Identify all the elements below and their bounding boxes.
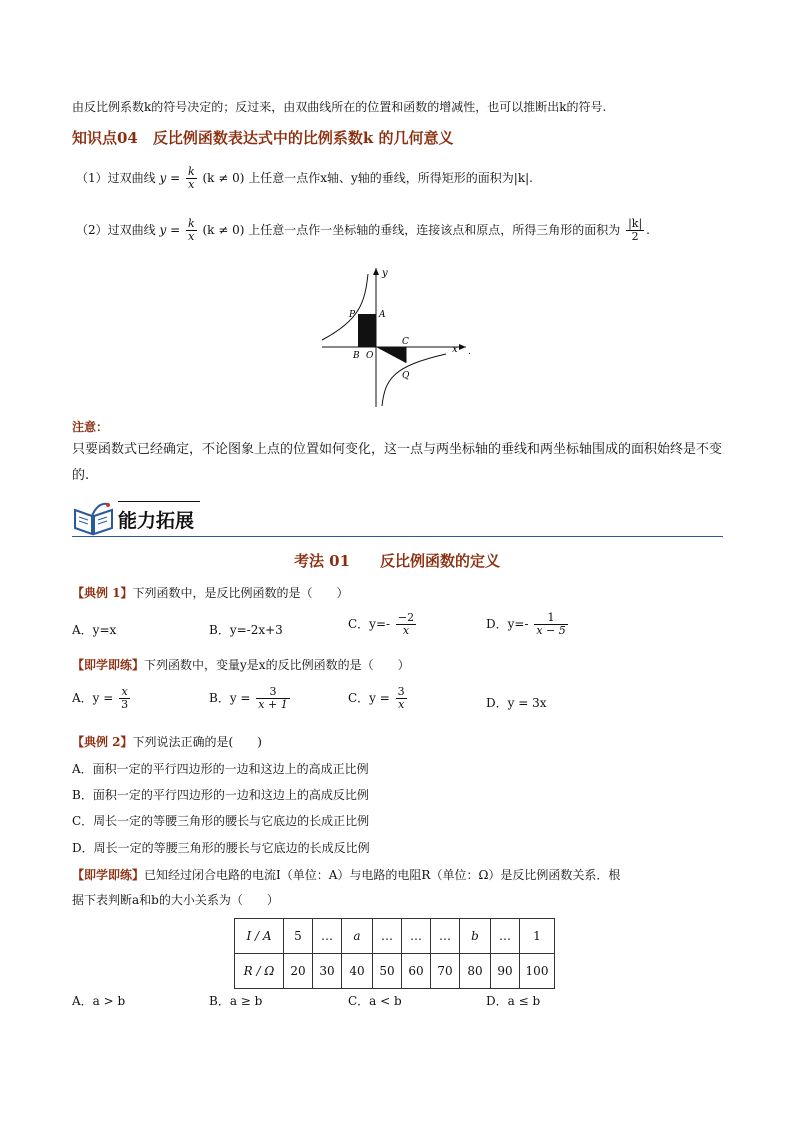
formula-fraction xyxy=(186,166,197,191)
label-Q: Q xyxy=(402,371,410,381)
example-1-stem: 下列函数中，是反比例函数的是（ ） xyxy=(132,586,349,600)
ex1-C-den: x xyxy=(402,624,410,637)
practice-2-line1: 已知经过闭合电路的电流I（单位：A）与电路的电阻R（单位：Ω）是反比例函数关系．根 xyxy=(144,868,621,882)
method-title: 考法 01 反比例函数的定义 xyxy=(293,552,501,570)
kp-item-1 xyxy=(76,166,533,191)
ex1-C-num: −2 xyxy=(397,611,415,624)
practice-1-tag: 【即学即练】 xyxy=(72,658,145,672)
prac1-B-num: 3 xyxy=(256,686,289,699)
practice-1 xyxy=(72,657,410,673)
ex2-option-A: A．面积一定的平行四边形的一边和这边上的高成正比例 xyxy=(72,762,369,776)
prac1-C-prefix: C．y = xyxy=(348,691,390,705)
note-text: 只要函数式已经确定，不论图象上点的位置如何变化，这一点与两坐标轴的垂线和两坐标轴围成的面积始终是不变的. xyxy=(72,442,723,483)
table-cell: 1 xyxy=(520,919,555,954)
prac2-option-A: A．a > b xyxy=(72,994,126,1008)
prac1-A-prefix: A．y = xyxy=(72,691,114,705)
ex1-option-B: B．y=-2x+3 xyxy=(209,623,283,637)
formula-cond-2: (k ≠ 0) xyxy=(202,223,245,237)
prac2-option-B: B．a ≥ b xyxy=(209,994,263,1008)
formula-cond: (k ≠ 0) xyxy=(202,171,245,185)
practice-2 xyxy=(72,867,620,883)
prac2-option-D: D．a ≤ b xyxy=(486,994,541,1008)
table-cell: … xyxy=(431,919,460,954)
prac1-B-den: x + 1 xyxy=(258,698,288,711)
table-row xyxy=(235,954,555,989)
current-resistance-table xyxy=(234,918,555,989)
prac1-option-C xyxy=(348,686,409,711)
formula-num: k xyxy=(187,165,195,178)
ex2-option-B: B．面积一定的平行四边形的一边和这边上的高成反比例 xyxy=(72,788,369,802)
ex1-option-D xyxy=(486,612,570,637)
prac1-C-num: 3 xyxy=(397,685,405,698)
table-cell: a xyxy=(342,919,373,954)
kp-item-2-prefix: （2）过双曲线 xyxy=(76,223,156,237)
example-2-tag: 【典例 2】 xyxy=(72,735,133,749)
table-cell: 40 xyxy=(342,954,373,989)
label-P: P xyxy=(349,310,356,320)
ex1-D-num: 1 xyxy=(534,612,567,625)
kp-item-2: （2）过双曲线 y = $\frac{k}{x}$ (k ≠ 0) 上任意一点作一坐标轴的垂线，连接该点和原点，所得三角形的面积为 $\frac{|k|}{2}$ . xyxy=(76,217,650,243)
example-1-tag: 【典例 1】 xyxy=(72,586,133,600)
intro-text: 由反比例系数k的符号决定的；反过来，由双曲线所在的位置和函数的增减性，也可以推断出k的符号. xyxy=(72,100,607,114)
ex2-option-C: C．周长一定的等腰三角形的腰长与它底边的长成正比例 xyxy=(72,814,370,828)
example-1 xyxy=(72,585,349,601)
ex1-D-fraction xyxy=(534,612,567,637)
ex1-option-A: A．y=x xyxy=(72,623,117,637)
prac1-C-den: x xyxy=(398,698,405,711)
example-2 xyxy=(72,734,262,750)
ex1-D-den: x − 5 xyxy=(536,624,566,637)
area-num: |k| xyxy=(628,217,643,230)
formula-num-2: k xyxy=(187,217,195,230)
section-title: 能力拓展 xyxy=(118,510,195,532)
prac1-A-den: 3 xyxy=(121,698,129,711)
rectangle-PAOB xyxy=(358,314,376,347)
area-den: 2 xyxy=(631,230,639,243)
practice-2-line2: 据下表判断a和b的大小关系为（ ） xyxy=(72,893,279,907)
prac1-A-num: x xyxy=(119,686,130,699)
formula-lhs-2: y = xyxy=(159,223,181,237)
triangle-OCQ xyxy=(376,347,406,363)
table-cell: b xyxy=(460,919,491,954)
table-cell: 5 xyxy=(284,919,313,954)
table-cell: … xyxy=(402,919,431,954)
formula-lhs: y = xyxy=(159,171,181,185)
label-y: y xyxy=(382,268,388,279)
table-cell: 20 xyxy=(284,954,313,989)
label-C: C xyxy=(402,337,409,347)
table-cell: 70 xyxy=(431,954,460,989)
label-x: x xyxy=(452,344,458,355)
prac1-option-A xyxy=(72,686,132,711)
ex1-C-fraction xyxy=(396,612,416,637)
ex1-C-prefix: C．y=- xyxy=(348,617,391,631)
formula-den: x xyxy=(188,178,195,191)
note-title: 注意： xyxy=(72,420,109,434)
formula-fraction-2 xyxy=(186,218,197,243)
prac1-A-fraction xyxy=(119,686,130,711)
ex1-D-prefix: D．y=- xyxy=(486,617,529,631)
table-cell: … xyxy=(373,919,402,954)
y-axis-arrow xyxy=(373,268,379,275)
book-icon xyxy=(72,500,116,538)
practice-1-stem: 下列函数中，变量y是x的反比例函数的是（ ） xyxy=(144,658,410,672)
table-cell: R / Ω xyxy=(235,954,284,989)
table-cell: 90 xyxy=(491,954,520,989)
table-cell: … xyxy=(491,919,520,954)
kp-item-2-suffix: 上任意一点作一坐标轴的垂线，连接该点和原点，所得三角形的面积为 xyxy=(248,223,621,237)
hyperbola-figure xyxy=(316,262,476,410)
table-cell: … xyxy=(313,919,342,954)
prac1-C-fraction xyxy=(396,686,407,711)
prac1-option-D: D．y = 3x xyxy=(486,696,547,710)
formula-den-2: x xyxy=(188,230,195,243)
figure-dot: . xyxy=(468,347,471,357)
hyperbola-branch-right xyxy=(382,354,446,406)
table-cell: 30 xyxy=(313,954,342,989)
label-B: B xyxy=(353,351,360,361)
kp-item-1-prefix: （1）过双曲线 xyxy=(76,171,156,185)
area-fraction xyxy=(626,218,644,243)
table-row xyxy=(235,919,555,954)
label-A: A xyxy=(379,310,386,320)
table-cell: 100 xyxy=(520,954,555,989)
kp-item-1-suffix: 上任意一点作x轴、y轴的垂线，所得矩形的面积为|k|. xyxy=(248,171,533,185)
knowledge-point-title: 知识点04 反比例函数表达式中的比例系数k 的几何意义 xyxy=(72,129,454,147)
table-cell: 50 xyxy=(373,954,402,989)
section-title-overline xyxy=(118,501,200,502)
table-cell: 60 xyxy=(402,954,431,989)
ex1-option-C xyxy=(348,612,418,637)
table-cell: I / A xyxy=(235,919,284,954)
prac2-option-C: C．a < b xyxy=(348,994,402,1008)
label-O: O xyxy=(366,351,374,361)
ex2-option-D: D．周长一定的等腰三角形的腰长与它底边的长成反比例 xyxy=(72,841,370,855)
section-divider xyxy=(72,536,723,537)
prac1-option-B xyxy=(209,686,292,711)
example-2-stem: 下列说法正确的是( ) xyxy=(132,735,262,749)
practice-2-tag: 【即学即练】 xyxy=(72,868,145,882)
prac1-B-fraction xyxy=(256,686,289,711)
x-axis-arrow xyxy=(459,344,466,350)
prac1-B-prefix: B．y = xyxy=(209,691,251,705)
table-cell: 80 xyxy=(460,954,491,989)
